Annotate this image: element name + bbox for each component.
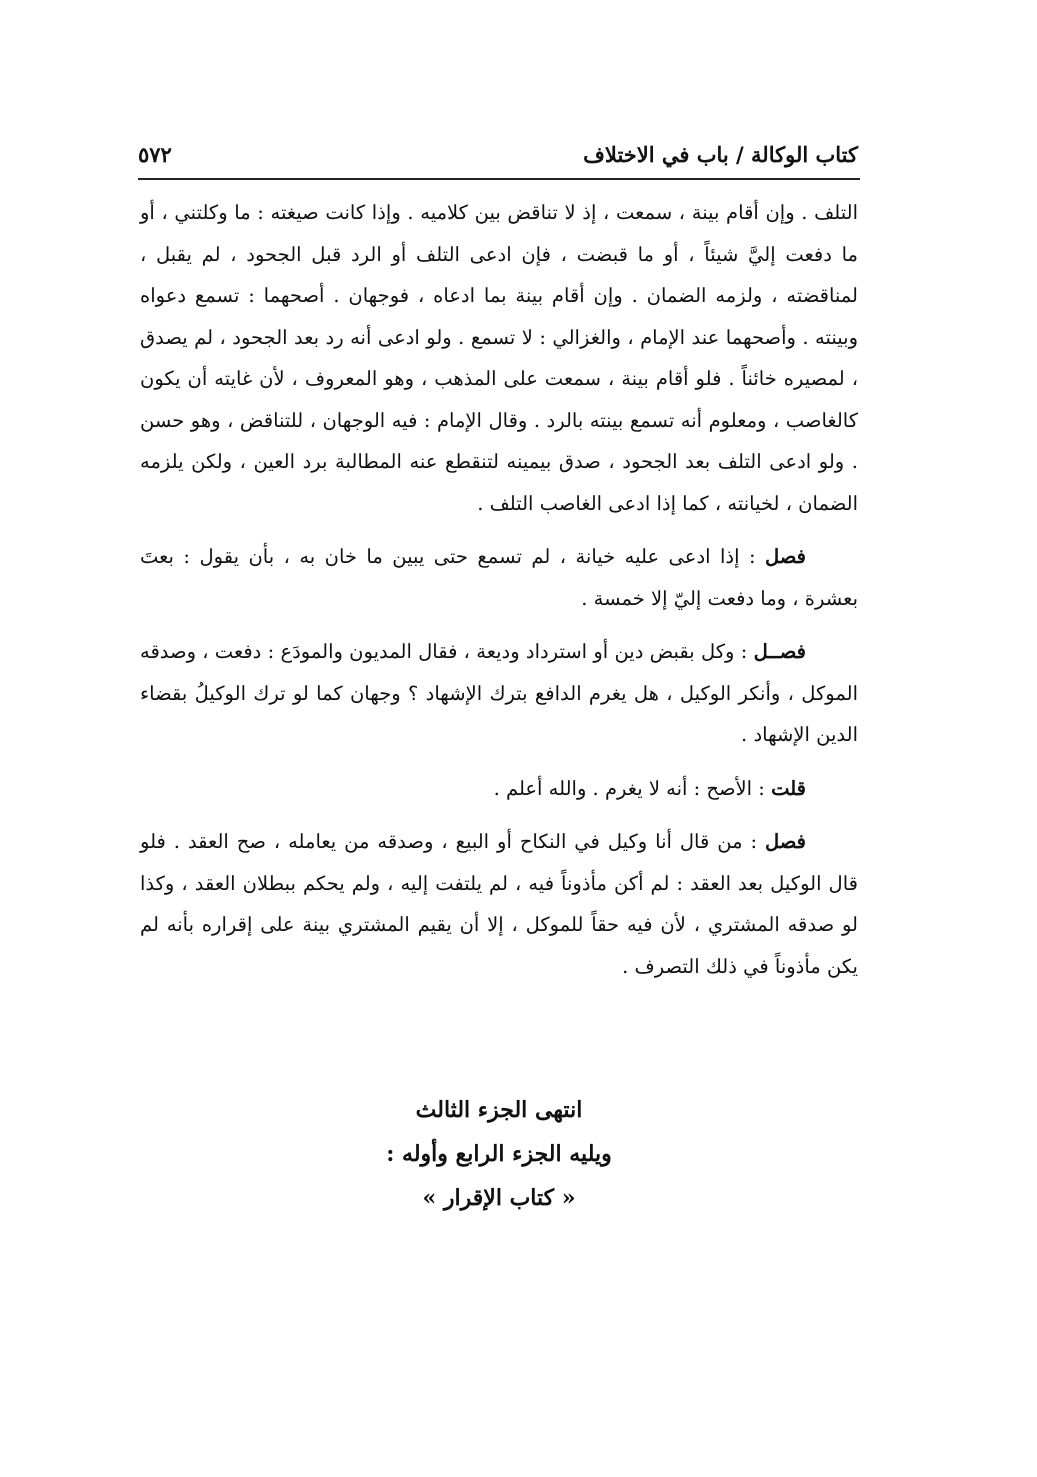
header-divider [138,178,860,180]
header-title: كتاب الوكالة / باب في الاختلاف [583,142,858,167]
body-text [140,192,858,987]
page-number: ٥٧٢ [138,142,172,167]
running-header [138,138,858,178]
paragraph-text: التلف . وإن أقام بينة ، سمعت ، إذ لا تناقض بين كلاميه . وإذا كانت صيغته : ما وكلتني ، أو ما دفعت إليَّ شيئاً ، أو ما قبضت ، فإن ادعى التلف أو الرد قبل الجحود ، لم يقبل ، لمناقضته ، ولزمه الضمان . وإن أقام بينة بما ادعاه ، فوجهان . أصحهما : تسمع دعواه وبينته . وأصحهما عند الإمام ، والغزالي : لا تسمع . ولو ادعى أنه رد بعد الجحود ، لم يصدق ، لمصيره خائناً . فلو أقام بينة ، سمعت على المذهب ، وهو المعروف ، لأن غايته أن يكون كالغاصب ، ومعلوم أنه تسمع بينته بالرد . وقال الإمام : فيه الوجهان ، للتناقض ، وهو حسن . ولو ادعى التلف بعد الجحود ، صدق بيمينه لتنقطع عنه المطالبة برد العين ، ولكن يلزمه الضمان ، لخيانته ، كما إذا ادعى الغاصب التلف . [140,201,858,515]
section-fasl-2 [140,631,858,756]
colophon-line-next-volume: ويليه الجزء الرابع وأوله : [386,1141,612,1167]
paragraph-text: : الأصح : أنه لا يغرم . والله أعلم . [493,776,772,800]
paragraph-text: : إذا ادعى عليه خيانة ، لم تسمع حتى يبين ما خان به ، بأن يقول : بعتَ بعشرة ، وما دفعت إليّ إلا خمسة . [140,545,858,610]
section-lead-word: قلت [771,776,806,800]
section-qultu [140,768,858,810]
paragraph-continuation [140,192,858,524]
colophon-line-next-book-title: « كتاب الإقرار » [422,1185,576,1211]
section-lead-word: فصــل [753,640,806,663]
section-lead-word: فصل [765,830,806,853]
section-fasl-3 [140,821,858,987]
colophon-line-end-of-volume: انتهى الجزء الثالث [415,1097,583,1123]
volume-colophon [140,1088,858,1220]
section-lead-word: فصل [765,545,806,568]
paragraph-text: : وكل بقبض دين أو استرداد وديعة ، فقال المديون والمودَع : دفعت ، وصدقه الموكل ، وأنكر الوكيل ، هل يغرم الدافع بترك الإشهاد ؟ وجهان كما لو ترك الوكيلُ بقضاء الدين الإشهاد . [140,640,858,746]
section-fasl-1 [140,536,858,619]
paragraph-text: : من قال أنا وكيل في النكاح أو البيع ، وصدقه من يعامله ، صح العقد . فلو قال الوكيل بعد العقد : لم أكن مأذوناً فيه ، لم يلتفت إليه ، ولم يحكم ببطلان العقد ، وكذا لو صدقه المشتري ، لأن فيه حقاً للموكل ، إلا أن يقيم المشتري بينة على إقراره بأنه لم يكن مأذوناً في ذلك التصرف . [140,830,858,978]
